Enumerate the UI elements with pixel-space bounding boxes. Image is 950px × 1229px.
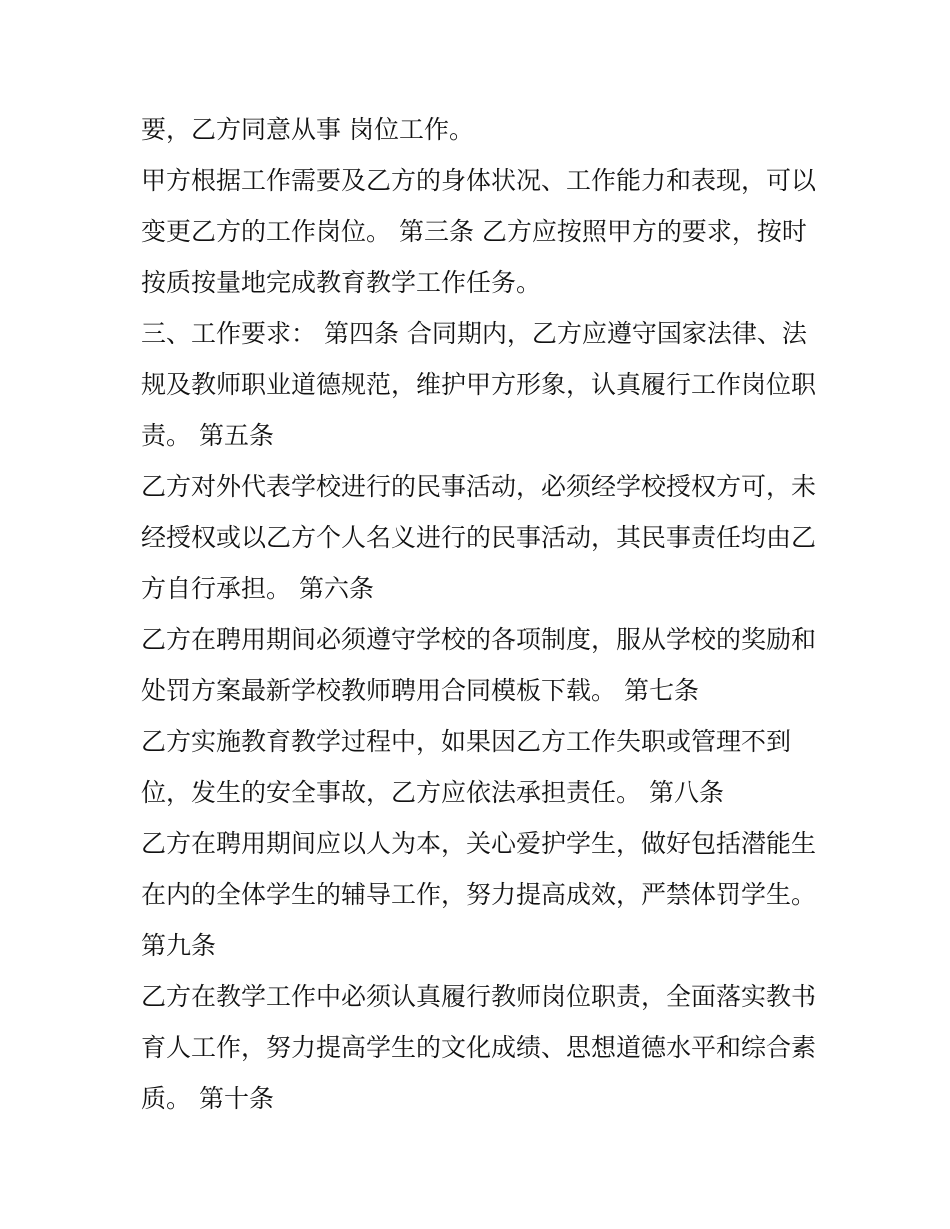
text-line: 质。 第十条 bbox=[141, 1084, 274, 1113]
text-line: 乙方在聘用期间必须遵守学校的各项制度，服从学校的奖励和 bbox=[141, 625, 817, 654]
text-line: 经授权或以乙方个人名义进行的民事活动，其民事责任均由乙 bbox=[141, 523, 817, 552]
document-body bbox=[141, 104, 821, 1124]
text-line: 乙方在聘用期间应以人为本，关心爱护学生，做好包括潜能生 bbox=[141, 829, 817, 858]
text-line: 甲方根据工作需要及乙方的身体状况、工作能力和表现，可以 bbox=[141, 166, 817, 195]
text-line: 按质按量地完成教育教学工作任务。 bbox=[141, 268, 542, 297]
text-line: 规及教师职业道德规范，维护甲方形象，认真履行工作岗位职 bbox=[141, 370, 817, 399]
text-line: 要，乙方同意从事 岗位工作。 bbox=[141, 115, 474, 144]
text-line: 位，发生的安全事故，乙方应依法承担责任。 第八条 bbox=[141, 778, 724, 807]
text-line: 处罚方案最新学校教师聘用合同模板下载。 第七条 bbox=[141, 676, 699, 705]
text-line: 责。 第五条 bbox=[141, 421, 274, 450]
text-line: 三、工作要求： 第四条 合同期内，乙方应遵守国家法律、法 bbox=[141, 319, 807, 348]
text-line: 乙方在教学工作中必须认真履行教师岗位职责，全面落实教书 bbox=[141, 982, 817, 1011]
text-line: 育人工作，努力提高学生的文化成绩、思想道德水平和综合素 bbox=[141, 1033, 817, 1062]
text-line: 变更乙方的工作岗位。 第三条 乙方应按照甲方的要求，按时 bbox=[141, 217, 807, 246]
text-line: 在内的全体学生的辅导工作，努力提高成效，严禁体罚学生。 bbox=[141, 880, 817, 909]
text-line: 方自行承担。 第六条 bbox=[141, 574, 374, 603]
text-line: 乙方对外代表学校进行的民事活动，必须经学校授权方可，未 bbox=[141, 472, 817, 501]
text-line: 乙方实施教育教学过程中，如果因乙方工作失职或管理不到 bbox=[141, 727, 792, 756]
text-line: 第九条 bbox=[141, 931, 217, 960]
